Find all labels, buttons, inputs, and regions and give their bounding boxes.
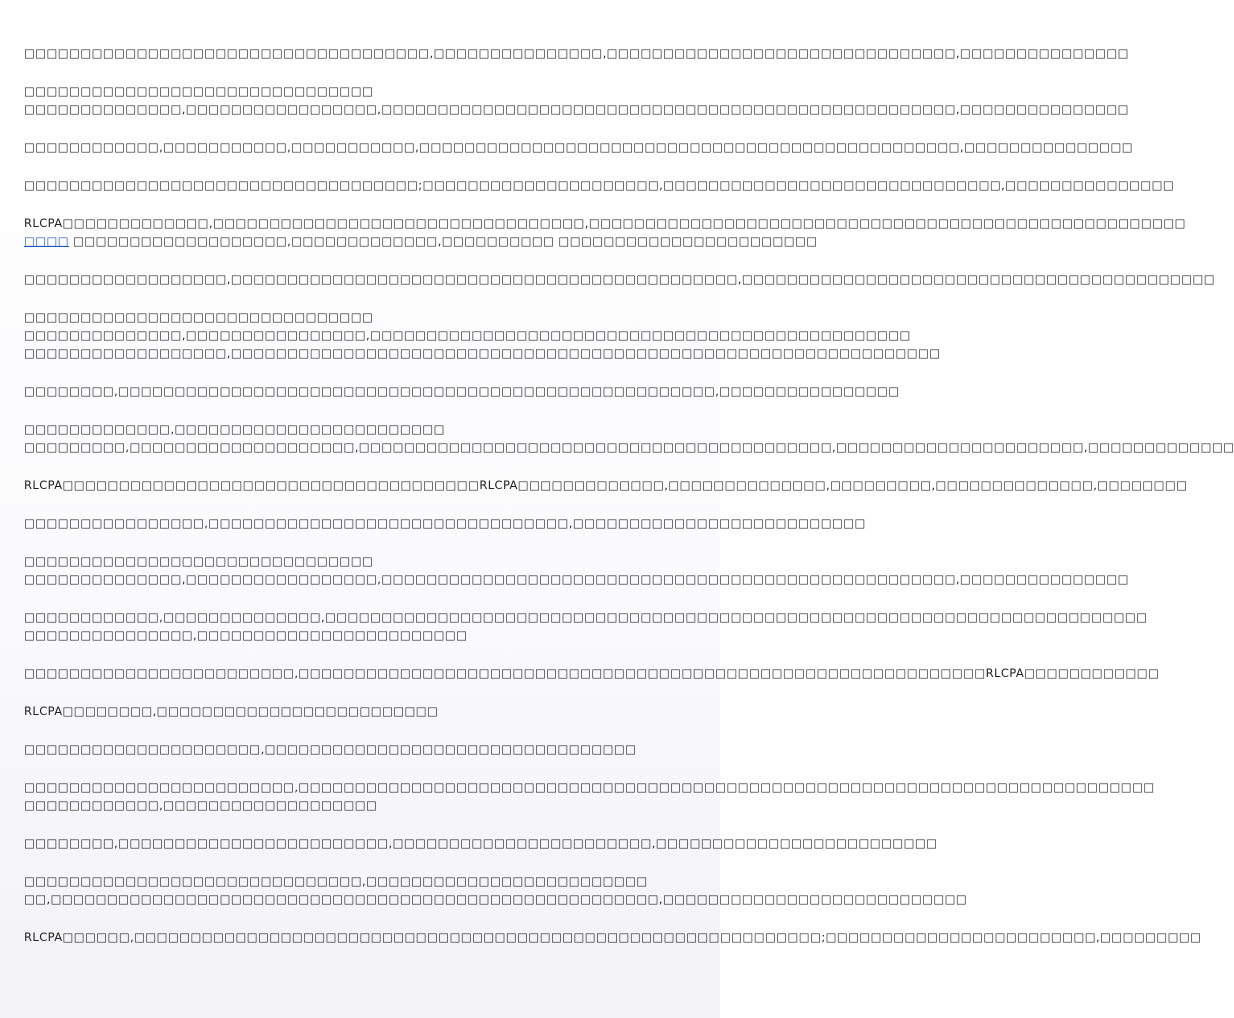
line-text: □□□□□□□□□□□□□□□,□□□□□□□□□□□□□□□□□□□□□□□□ [24,628,468,642]
paragraph [24,382,900,400]
paragraph [24,778,1155,814]
text-line [24,232,818,250]
text-line [24,420,696,438]
text-line [24,778,1155,796]
text-line [24,570,1129,588]
line-text: □□□□□□□□□□□□□□□□□□□□□□□□,□□□□□□□□□□□□□□□□□□□□□□□□□□□□□□□□□□□□□□□□□□□□□□□□□□□□□□□□□□□□□RLCPA□□□□□□□□□□□□ [24,666,1160,680]
document-body [24,44,1234,966]
text-line [24,514,866,532]
line-text: □□□□□□□□□□□□□□□□□□□□□□□□□□□□□□,□□□□□□□□□□□□□□□□□□□□□□□□□ [24,874,648,888]
paragraph [24,608,1148,644]
paragraph [24,664,1160,682]
text-line [24,552,696,570]
line-text: □□□□□□□□□□□□□□□□□□□□□□□□□□□□□□□ [24,84,374,98]
line-text: □□□□□□□□□□□□□□,□□□□□□□□□□□□□□□□□,□□□□□□□□□□□□□□□□□□□□□□□□□□□□□□□□□□□□□□□□□□□□□□□□□□□,□□□□□□□□□□□□□□□ [24,572,1129,586]
paragraph [24,552,1129,588]
line-text: □□□□□□□□□□□□□□□□□□□□□□□□□□□□□□□□□□□;□□□□□□□□□□□□□□□□□□□□□,□□□□□□□□□□□□□□□□□□□□□□□□□□□□□□,□□□□□□□□□□□□□□□ [24,178,1175,192]
line-text: □□□□□□□□□□□□□□□□□□□□□□□□□□□□□□□□□□□□,□□□□□□□□□□□□□□□,□□□□□□□□□□□□□□□□□□□□□□□□□□□□□□□,□□□□□□□□□□□□□□□ [24,46,1129,60]
line-text: □□□□□□□□□□□□□□□□□□,□□□□□□□□□□□□□□□□□□□□□□□□□□□□□□□□□□□□□□□□□□□□□□□□□□□□□□□□□□□□□□□ [24,346,941,360]
paragraph [24,420,1234,456]
paragraph [24,308,941,362]
line-text: □□□□□□□□□□□□□□□□,□□□□□□□□□□□□□□□□□□□□□□□□□□□□□□□□,□□□□□□□□□□□□□□□□□□□□□□□□□□ [24,516,866,530]
text-line [24,928,1202,946]
line-text: □□□□□□□□□□□□□,□□□□□□□□□□□□□□□□□□□□□□□□ [24,422,445,436]
text-line [24,176,1175,194]
text-line [24,270,1215,288]
paragraph [24,44,1129,62]
text-line [24,796,696,814]
text-line [24,834,938,852]
paragraph [24,702,696,720]
text-line [24,326,911,344]
paragraph [24,176,1175,194]
line-text: RLCPA□□□□□□□□□□□□□,□□□□□□□□□□□□□□□□□□□□□□□□□□□□□□□□□,□□□□□□□□□□□□□□□□□□□□□□□□□□□□□□□□□□□□□□□□□□□□□□□□□□□□□ [24,216,1186,230]
text-line [24,382,900,400]
line-text: □□□□□□□□□□□□□□□□□□□□□□□□□□□□□□□ [24,554,374,568]
line-text: □□□□□□□□,□□□□□□□□□□□□□□□□□□□□□□□□□□□□□□□□□□□□□□□□□□□□□□□□□□□□□,□□□□□□□□□□□□□□□□ [24,384,900,398]
line-text: RLCPA□□□□□□□□□□□□□□□□□□□□□□□□□□□□□□□□□□□□□RLCPA□□□□□□□□□□□□□,□□□□□□□□□□□□□□,□□□□□□□□□,□□□□□□□□□□□□□□,□□□□□□□□ [24,478,1188,492]
paragraph [24,214,1186,250]
line-text: □□□□□□□□□□□□□□,□□□□□□□□□□□□□□□□□,□□□□□□□□□□□□□□□□□□□□□□□□□□□□□□□□□□□□□□□□□□□□□□□□□□□,□□□□□□□□□□□□□□□ [24,102,1129,116]
line-text: □□□□□□□□□□□□□□□□□□□□□□□□,□□□□□□□□□□□□□□□□□□□□□□□□□□□□□□□□□□□□□□□□□□□□□□□□□□□□□□□□□□□□□□□□□□□□□□□□□□□□ [24,780,1155,794]
paragraph [24,138,1133,156]
paragraph [24,928,1202,946]
text-line [24,890,968,908]
text-line [24,438,1234,456]
line-text: □□□□□□□□,□□□□□□□□□□□□□□□□□□□□□□□□,□□□□□□□□□□□□□□□□□□□□□□□,□□□□□□□□□□□□□□□□□□□□□□□□□ [24,836,938,850]
paragraph [24,270,1215,288]
text-line [24,44,1129,62]
text-line [24,608,1148,626]
text-line [24,308,696,326]
line-text: □□□□□□□□□□□□,□□□□□□□□□□□□□□,□□□□□□□□□□□□□□□□□□□□□□□□□□□□□□□□□□□□□□□□□□□□□□□□□□□□□□□□□□□□□□□□□□□□□□□□□ [24,610,1148,624]
line-text: □□□□□□□□□□□□□□□□□□,□□□□□□□□□□□□□□□□□□□□□□□□□□□□□□□□□□□□□□□□□□□□□,□□□□□□□□□□□□□□□□□□□□□□□□□□□□□□□□□□□□□□□□□□ [24,272,1215,286]
paragraph [24,514,866,532]
text-line [24,702,696,720]
text-line [24,740,696,758]
text-line [24,872,696,890]
line-text: RLCPA□□□□□□,□□□□□□□□□□□□□□□□□□□□□□□□□□□□□□□□□□□□□□□□□□□□□□□□□□□□□□□□□□□□□;□□□□□□□□□□□□□□□□□□□□□□□□,□□□□□□□□□ [24,930,1202,944]
text-line [24,138,1133,156]
paragraph [24,872,968,908]
text-line [24,214,1186,232]
text-line [24,664,1160,682]
paragraph [24,476,1188,494]
text-line [24,82,696,100]
text-line [24,626,696,644]
text-line [24,476,1188,494]
inline-link[interactable]: □□□□ [24,234,70,248]
line-text: □□□□□□□□□,□□□□□□□□□□□□□□□□□□□□,□□□□□□□□□□□□□□□□□□□□□□□□□□□□□□□□□□□□□□□□□□,□□□□□□□□□□□□□□□□□□□□□□,□□□□□□□□□□□□□ [24,440,1234,454]
line-text: □□□□□□□□□□□□□□,□□□□□□□□□□□□□□□□,□□□□□□□□□□□□□□□□□□□□□□□□□□□□□□□□□□□□□□□□□□□□□□□□ [24,328,911,342]
line-text: □□□□□□□□□□□□,□□□□□□□□□□□,□□□□□□□□□□□,□□□□□□□□□□□□□□□□□□□□□□□□□□□□□□□□□□□□□□□□□□□□□□□□,□□□□□□□□□□□□□□□ [24,140,1133,154]
paragraph [24,740,696,758]
line-text: □□□□□□□□□□□□□□□□□□□□□□□□□□□□□□□ [24,310,374,324]
line-text: □□□□□□□□□□□□,□□□□□□□□□□□□□□□□□□□ [24,798,378,812]
text-line [24,100,1129,118]
text-line [24,344,941,362]
line-text: □□,□□□□□□□□□□□□□□□□□□□□□□□□□□□□□□□□□□□□□□□□□□□□□□□□□□□□□□,□□□□□□□□□□□□□□□□□□□□□□□□□□□ [24,892,968,906]
line-text: □□□□□□□□□□□□□□□□□□□,□□□□□□□□□□□□□,□□□□□□□□□□ □□□□□□□□□□□□□□□□□□□□□□□ [69,234,818,248]
paragraph [24,834,938,852]
line-text: □□□□□□□□□□□□□□□□□□□□□,□□□□□□□□□□□□□□□□□□□□□□□□□□□□□□□□□ [24,742,637,756]
paragraph [24,82,1129,118]
line-text: RLCPA□□□□□□□□,□□□□□□□□□□□□□□□□□□□□□□□□□ [24,704,439,718]
